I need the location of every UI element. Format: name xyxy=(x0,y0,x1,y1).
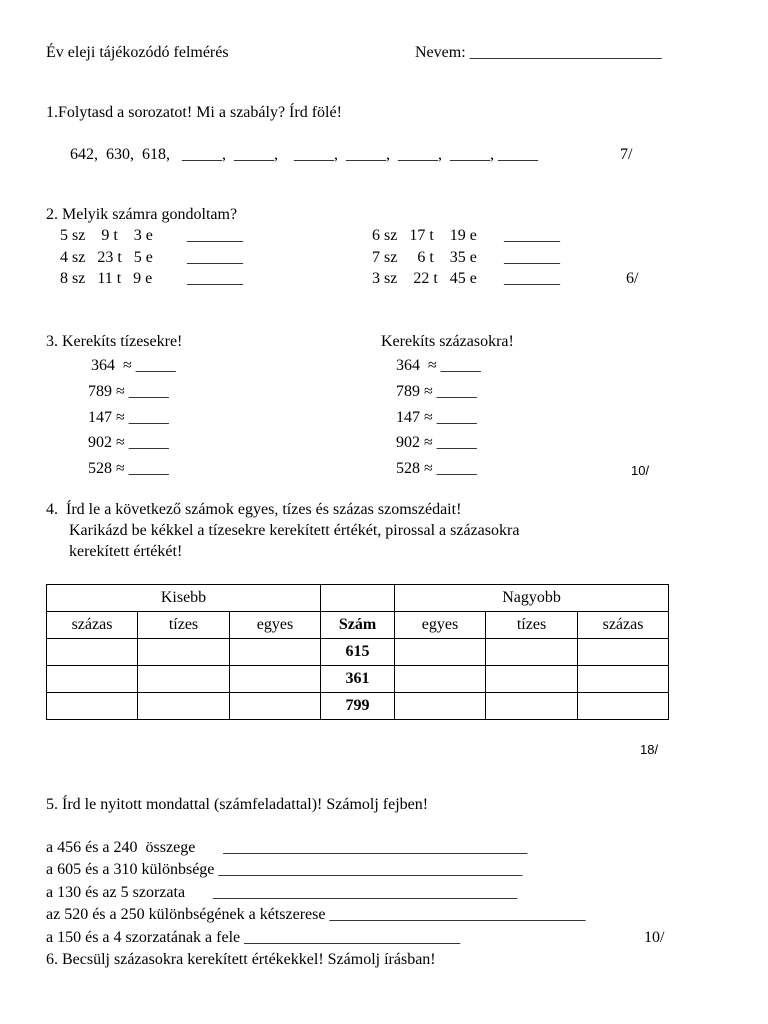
group-header-empty xyxy=(321,585,395,612)
task3-tens-row[interactable]: 902 ≈ _____ xyxy=(88,434,169,451)
task4-instruction-1: 4. Írd le a következő számok egyes, tízes és százas szomszédait! xyxy=(46,501,462,518)
task4-score: 18/ xyxy=(640,742,659,757)
answer-cell[interactable] xyxy=(138,639,230,666)
table-row xyxy=(47,666,669,693)
number-cell: 615 xyxy=(321,639,395,666)
answer-cell[interactable] xyxy=(578,639,669,666)
task2-right-row: 7 sz 6 t 35 e xyxy=(372,249,477,266)
task3-title-hundreds: Kerekíts százasokra! xyxy=(381,333,514,350)
task5-score: 10/ xyxy=(644,929,665,946)
column-header-number: Szám xyxy=(321,612,395,639)
column-header: egyes xyxy=(230,612,321,639)
task2-left-row: 5 sz 9 t 3 e xyxy=(60,227,153,244)
neighbors-table xyxy=(46,584,669,720)
table-group-header-row xyxy=(47,585,669,612)
task2-right-row: 6 sz 17 t 19 e xyxy=(372,227,477,244)
task2-left-row: 4 sz 23 t 5 e xyxy=(60,249,153,266)
answer-cell[interactable] xyxy=(230,666,321,693)
answer-cell[interactable] xyxy=(578,693,669,720)
name-field[interactable]: Nevem: ________________________ xyxy=(415,44,662,61)
task3-hundreds-row[interactable]: 789 ≈ _____ xyxy=(396,383,477,400)
worksheet-title: Év eleji tájékozódó felmérés xyxy=(46,44,229,61)
task2-answer-blank[interactable]: _______ xyxy=(187,270,243,287)
task2-answer-blank[interactable]: _______ xyxy=(504,227,560,244)
task3-tens-row[interactable]: 364 ≈ _____ xyxy=(91,357,176,374)
task1-sequence[interactable]: 642, 630, 618, _____, _____, _____, _____, _____, _____, _____ xyxy=(70,146,538,163)
task2-left-row: 8 sz 11 t 9 e xyxy=(60,270,153,287)
answer-cell[interactable] xyxy=(230,693,321,720)
task5-line[interactable]: az 520 és a 250 különbségének a kétszerese ________________________________ xyxy=(46,906,586,923)
answer-cell[interactable] xyxy=(230,639,321,666)
column-header: egyes xyxy=(395,612,486,639)
task1-title: 1.Folytasd a sorozatot! Mi a szabály? Írd fölé! xyxy=(46,104,342,121)
answer-cell[interactable] xyxy=(138,693,230,720)
column-header: százas xyxy=(47,612,138,639)
task2-answer-blank[interactable]: _______ xyxy=(504,249,560,266)
answer-cell[interactable] xyxy=(395,693,486,720)
task3-score: 10/ xyxy=(631,463,650,478)
task5-title: 5. Írd le nyitott mondattal (számfeladattal)! Számolj fejben! xyxy=(46,796,429,813)
task3-hundreds-row[interactable]: 364 ≈ _____ xyxy=(396,357,481,374)
task2-answer-blank[interactable]: _______ xyxy=(187,249,243,266)
task5-line[interactable]: a 605 és a 310 különbsége ______________________________________ xyxy=(46,861,523,878)
number-cell: 799 xyxy=(321,693,395,720)
table-column-header-row xyxy=(47,612,669,639)
task3-tens-row[interactable]: 789 ≈ _____ xyxy=(88,383,169,400)
answer-cell[interactable] xyxy=(395,666,486,693)
number-cell: 361 xyxy=(321,666,395,693)
task3-title-tens: 3. Kerekíts tízesekre! xyxy=(46,333,183,350)
answer-cell[interactable] xyxy=(486,693,578,720)
task5-line[interactable]: a 130 és az 5 szorzata ______________________________________ xyxy=(46,884,518,901)
group-header-larger: Nagyobb xyxy=(395,585,669,612)
answer-cell[interactable] xyxy=(486,666,578,693)
task2-answer-blank[interactable]: _______ xyxy=(187,227,243,244)
task2-score: 6/ xyxy=(626,270,639,287)
answer-cell[interactable] xyxy=(47,693,138,720)
column-header: százas xyxy=(578,612,669,639)
task6-title: 6. Becsülj százasokra kerekített értékekkel! Számolj írásban! xyxy=(46,951,436,968)
task3-tens-row[interactable]: 528 ≈ _____ xyxy=(88,460,169,477)
answer-cell[interactable] xyxy=(47,639,138,666)
column-header: tízes xyxy=(486,612,578,639)
task1-score: 7/ xyxy=(620,146,633,163)
answer-cell[interactable] xyxy=(138,666,230,693)
task2-title: 2. Melyik számra gondoltam? xyxy=(46,206,238,223)
task5-line[interactable]: a 150 és a 4 szorzatának a fele ___________________________ xyxy=(46,929,461,946)
task3-hundreds-row[interactable]: 147 ≈ _____ xyxy=(396,409,477,426)
answer-cell[interactable] xyxy=(47,666,138,693)
group-header-smaller: Kisebb xyxy=(47,585,321,612)
table-row xyxy=(47,639,669,666)
task3-hundreds-row[interactable]: 902 ≈ _____ xyxy=(396,434,477,451)
task2-answer-blank[interactable]: _______ xyxy=(504,270,560,287)
answer-cell[interactable] xyxy=(486,639,578,666)
answer-cell[interactable] xyxy=(578,666,669,693)
table-row xyxy=(47,693,669,720)
answer-cell[interactable] xyxy=(395,639,486,666)
task5-line[interactable]: a 456 és a 240 összege ______________________________________ xyxy=(46,839,528,856)
task4-instruction-3: kerekített értékét! xyxy=(69,543,183,560)
task4-instruction-2: Karikázd be kékkel a tízesekre kerekített értékét, pirossal a százasokra xyxy=(69,522,520,539)
task2-right-row: 3 sz 22 t 45 e xyxy=(372,270,477,287)
task3-hundreds-row[interactable]: 528 ≈ _____ xyxy=(396,460,477,477)
column-header: tízes xyxy=(138,612,230,639)
task3-tens-row[interactable]: 147 ≈ _____ xyxy=(88,409,169,426)
